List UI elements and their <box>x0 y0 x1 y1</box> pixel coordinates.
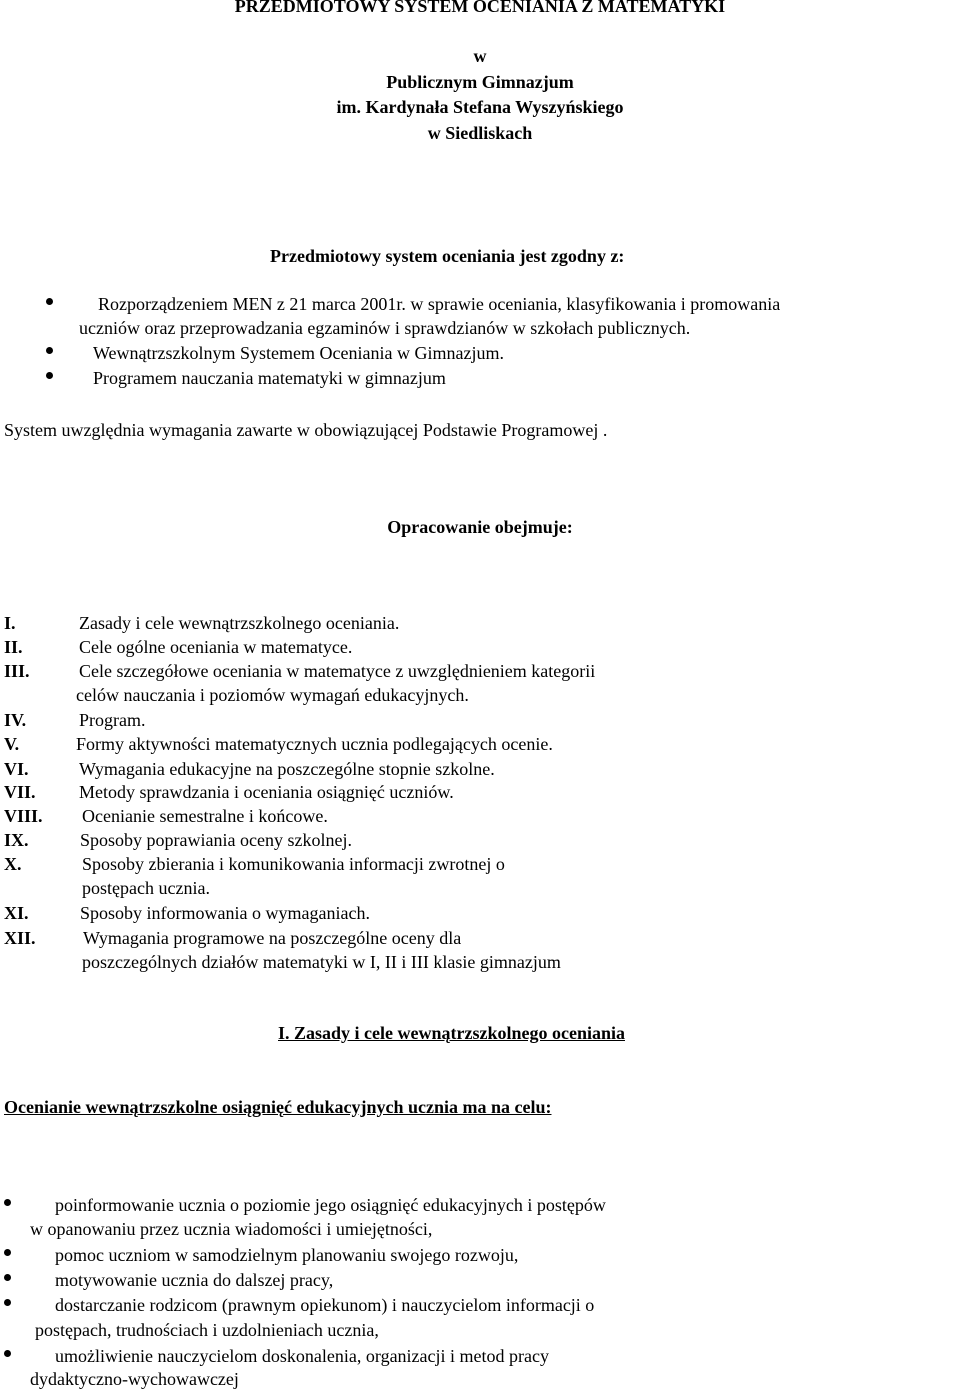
contents-item: Sposoby poprawiania oceny szkolnej. <box>80 830 352 850</box>
compliance-note: System uwzględnia wymagania zawarte w obowiązującej Podstawie Programowej . <box>4 420 608 440</box>
contents-item: Wymagania programowe na poszczególne oceny dla <box>83 928 462 948</box>
goal-bullet-5-line2: dydaktyczno-wychowawczej <box>30 1369 239 1389</box>
bullet-icon <box>46 347 53 354</box>
goal-bullet-1-line2: w opanowaniu przez ucznia wiadomości i umiejętności, <box>30 1219 433 1239</box>
goal-bullet-3: motywowanie ucznia do dalszej pracy, <box>55 1270 334 1290</box>
contents-num: X. <box>4 854 22 874</box>
compliance-bullet-3: Programem nauczania matematyki w gimnazjum <box>93 368 446 388</box>
bullet-icon <box>4 1199 11 1206</box>
contents-num: II. <box>4 637 23 657</box>
contents-item: Sposoby informowania o wymaganiach. <box>80 903 370 923</box>
contents-item: Formy aktywności matematycznych ucznia podlegających ocenie. <box>76 734 553 754</box>
school-line-4: w Siedliskach <box>427 123 533 143</box>
bullet-icon <box>4 1350 11 1357</box>
contents-num: VII. <box>4 782 36 802</box>
contents-item: Cele szczegółowe oceniania w matematyce z uwzględnieniem kategorii <box>79 661 596 681</box>
contents-item: Zasady i cele wewnątrzszkolnego oceniania. <box>79 613 400 633</box>
goal-bullet-1-line1: poinformowanie ucznia o poziomie jego osiągnięć edukacyjnych i postępów <box>55 1195 606 1215</box>
contents-item: Sposoby zbierania i komunikowania informacji zwrotnej o <box>82 854 505 874</box>
contents-num: XII. <box>4 928 36 948</box>
school-line-3: im. Kardynała Stefana Wyszyńskiego <box>336 97 624 117</box>
school-line-1: w <box>473 46 487 66</box>
contents-num: IX. <box>4 830 29 850</box>
goal-bullet-4-line2: postępach, trudnościach i uzdolnieniach ucznia, <box>35 1320 379 1340</box>
bullet-icon <box>4 1274 11 1281</box>
section-subheading: Ocenianie wewnątrzszkolne osiągnięć edukacyjnych ucznia ma na celu: <box>4 1097 552 1117</box>
bullet-icon <box>4 1249 11 1256</box>
bullet-icon <box>46 298 53 305</box>
contents-item: Metody sprawdzania i oceniania osiągnięć uczniów. <box>79 782 454 802</box>
contents-num: IV. <box>4 710 27 730</box>
section-heading: I. Zasady i cele wewnątrzszkolnego oceniania <box>278 1023 625 1043</box>
contents-item-cont: poszczególnych działów matematyki w I, II i III klasie gimnazjum <box>82 952 561 972</box>
contents-num: III. <box>4 661 30 681</box>
contents-num: XI. <box>4 903 29 923</box>
goal-bullet-4-line1: dostarczanie rodzicom (prawnym opiekunom) i nauczycielom informacji o <box>55 1295 595 1315</box>
school-line-2: Publicznym Gimnazjum <box>386 72 574 92</box>
compliance-bullet-1-line2: uczniów oraz przeprowadzania egzaminów i sprawdzianów w szkołach publicznych. <box>79 318 691 338</box>
document-title: PRZEDMIOTOWY SYSTEM OCENIANIA Z MATEMATYKI <box>234 0 726 16</box>
goal-bullet-5-line1: umożliwienie nauczycielom doskonalenia, organizacji i metod pracy <box>55 1346 549 1366</box>
contents-num: V. <box>4 734 20 754</box>
contents-item-cont: celów nauczania i poziomów wymagań edukacyjnych. <box>76 685 469 705</box>
compliance-bullet-2: Wewnątrzszkolnym Systemem Oceniania w Gimnazjum. <box>93 343 504 363</box>
contents-heading: Opracowanie obejmuje: <box>387 517 573 537</box>
contents-num: I. <box>4 613 16 633</box>
compliance-heading: Przedmiotowy system oceniania jest zgodny z: <box>270 246 625 266</box>
bullet-icon <box>4 1299 11 1306</box>
contents-item-cont: postępach ucznia. <box>82 878 210 898</box>
goal-bullet-2: pomoc uczniom w samodzielnym planowaniu swojego rozwoju, <box>55 1245 519 1265</box>
bullet-icon <box>46 372 53 379</box>
contents-item: Wymagania edukacyjne na poszczególne stopnie szkolne. <box>79 759 495 779</box>
contents-num: VIII. <box>4 806 43 826</box>
contents-item: Program. <box>79 710 146 730</box>
contents-item: Cele ogólne oceniania w matematyce. <box>79 637 353 657</box>
contents-num: VI. <box>4 759 29 779</box>
compliance-bullet-1-line1: Rozporządzeniem MEN z 21 marca 2001r. w sprawie oceniania, klasyfikowania i promowania <box>98 294 781 314</box>
contents-item: Ocenianie semestralne i końcowe. <box>82 806 328 826</box>
